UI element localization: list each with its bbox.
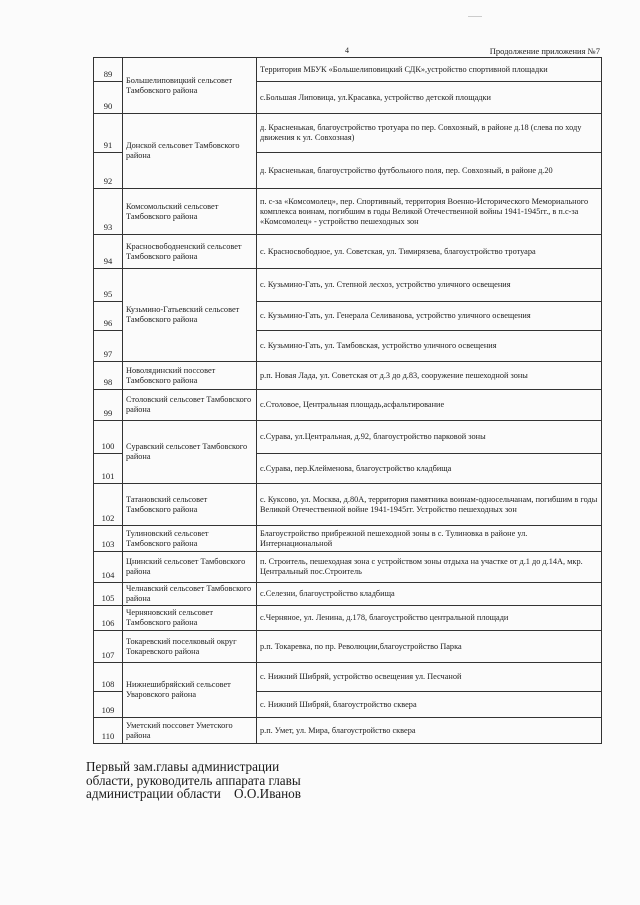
row-number: 107: [94, 631, 123, 663]
municipality-cell: Столовский сельсовет Тамбовского района: [123, 390, 257, 421]
description-cell: с. Нижний Шибряй, устройство освещения ул. Песчаной: [257, 663, 602, 692]
table-row: [94, 583, 602, 606]
row-number: 101: [94, 454, 123, 484]
table-row: [94, 235, 602, 269]
municipality-cell: Донской сельсовет Тамбовского района: [123, 114, 257, 189]
row-number: 102: [94, 484, 123, 526]
table-row: [94, 663, 602, 692]
description-cell: с.Черняное, ул. Ленина, д.178, благоустройство центральной площади: [257, 606, 602, 631]
municipality-cell: Нижнешибряйский сельсовет Уваровского района: [123, 663, 257, 718]
row-number: 98: [94, 362, 123, 390]
municipality-cell: Большелиповицкий сельсовет Тамбовского района: [123, 58, 257, 114]
page-number: 4: [345, 46, 349, 55]
description-cell: с.Большая Липовица, ул.Красавка, устройство детской площадки: [257, 82, 602, 114]
municipality-cell: Черняновский сельсовет Тамбовского района: [123, 606, 257, 631]
municipality-cell: Тулиновский сельсовет Тамбовского района: [123, 526, 257, 552]
municipality-cell: Суравский сельсовет Тамбовского района: [123, 421, 257, 484]
row-number: 92: [94, 153, 123, 189]
row-number: 110: [94, 718, 123, 744]
table-row: [94, 390, 602, 421]
description-cell: Территория МБУК «Большелиповицкий СДК»,устройство спортивной площадки: [257, 58, 602, 82]
municipality-cell: Комсомольский сельсовет Тамбовского района: [123, 189, 257, 235]
municipality-cell: Татановский сельсовет Тамбовского района: [123, 484, 257, 526]
description-cell: р.п. Токаревка, по пр. Революции,благоустройство Парка: [257, 631, 602, 663]
row-number: 91: [94, 114, 123, 153]
municipality-cell: Кузьмино-Гатьевский сельсовет Тамбовского района: [123, 269, 257, 362]
signature-block: [86, 760, 301, 801]
description-cell: с.Селезни, благоустройство кладбища: [257, 583, 602, 606]
table-row: [94, 631, 602, 663]
row-number: 109: [94, 692, 123, 718]
row-number: 104: [94, 552, 123, 583]
description-cell: с. Кузьмино-Гать, ул. Степной лесхоз, устройство уличного освещения: [257, 269, 602, 302]
description-cell: д. Красненькая, благоустройство тротуара по пер. Совхозный, в районе д.18 (слева по ходу движения к ул. Совхозная): [257, 114, 602, 153]
description-cell: п. Строитель, пешеходная зона с устройством зоны отдыха на участке от д.1 до д.14А, мкр. Центральный пос.Строитель: [257, 552, 602, 583]
row-number: 95: [94, 269, 123, 302]
table-row: [94, 526, 602, 552]
row-number: 89: [94, 58, 123, 82]
description-cell: с. Кузьмино-Гать, ул. Тамбовская, устройство уличного освещения: [257, 331, 602, 362]
description-cell: с. Куксово, ул. Москва, д.80А, территория памятника воинам-односельчанам, погибшим в годы Великой Отечественной войне 1941-1945гг. Устройство пешеходных зон: [257, 484, 602, 526]
description-cell: с. Кузьмино-Гать, ул. Генерала Селиванова, устройство уличного освещения: [257, 302, 602, 331]
row-number: 108: [94, 663, 123, 692]
row-number: 96: [94, 302, 123, 331]
table-row: [94, 114, 602, 153]
signature-line: области, руководитель аппарата главы: [86, 772, 301, 788]
description-cell: с.Сурава, пер.Клейменова, благоустройство кладбища: [257, 454, 602, 484]
row-number: 94: [94, 235, 123, 269]
signature-line: Первый зам.главы администрации: [86, 759, 280, 774]
table-row: [94, 269, 602, 302]
table-row: [94, 58, 602, 82]
projects-table: [93, 57, 602, 744]
row-number: 93: [94, 189, 123, 235]
description-cell: с. Красносвободное, ул. Советская, ул. Тимирязева, благоустройство тротуара: [257, 235, 602, 269]
row-number: 97: [94, 331, 123, 362]
row-number: 103: [94, 526, 123, 552]
row-number: 100: [94, 421, 123, 454]
signature-line: администрации области О.О.Иванов: [86, 786, 301, 801]
row-number: 90: [94, 82, 123, 114]
description-cell: с.Сурава, ул.Центральная, д.92, благоустройство парковой зоны: [257, 421, 602, 454]
municipality-cell: Красносвободненский сельсовет Тамбовского района: [123, 235, 257, 269]
municipality-cell: Челнавский сельсовет Тамбовского района: [123, 583, 257, 606]
table-row: [94, 484, 602, 526]
municipality-cell: Уметский поссовет Уметского района: [123, 718, 257, 744]
description-cell: с. Нижний Шибряй, благоустройство сквера: [257, 692, 602, 718]
table-row: [94, 421, 602, 454]
row-number: 106: [94, 606, 123, 631]
description-cell: р.п. Умет, ул. Мира, благоустройство сквера: [257, 718, 602, 744]
description-cell: с.Столовое, Центральная площадь,асфальтирование: [257, 390, 602, 421]
table-row: [94, 189, 602, 235]
row-number: 105: [94, 583, 123, 606]
table-row: [94, 606, 602, 631]
municipality-cell: Новолядинский поссовет Тамбовского района: [123, 362, 257, 390]
table-row: [94, 362, 602, 390]
description-cell: д. Красненькая, благоустройство футбольного поля, пер. Совхозный, в районе д.20: [257, 153, 602, 189]
municipality-cell: Цнинский сельсовет Тамбовского района: [123, 552, 257, 583]
table-row: [94, 718, 602, 744]
description-cell: п. с-за «Комсомолец», пер. Спортивный, территория Военно-Исторического Мемориального комплекса воинам, погибшим в годы Великой Отечественной войны 1941-1945гг., в п.с-за «Комсомолец» - устройство пешеходных зон: [257, 189, 602, 235]
row-number: 99: [94, 390, 123, 421]
municipality-cell: Токаревский поселковый округ Токаревского района: [123, 631, 257, 663]
scan-mark: [468, 16, 482, 17]
table-row: [94, 552, 602, 583]
continuation-header: Продолжение приложения №7: [489, 46, 600, 56]
description-cell: р.п. Новая Лада, ул. Советская от д.3 до д.83, сооружение пешеходной зоны: [257, 362, 602, 390]
description-cell: Благоустройство прибрежной пешеходной зоны в с. Тулиновка в районе ул. Интернациональной: [257, 526, 602, 552]
